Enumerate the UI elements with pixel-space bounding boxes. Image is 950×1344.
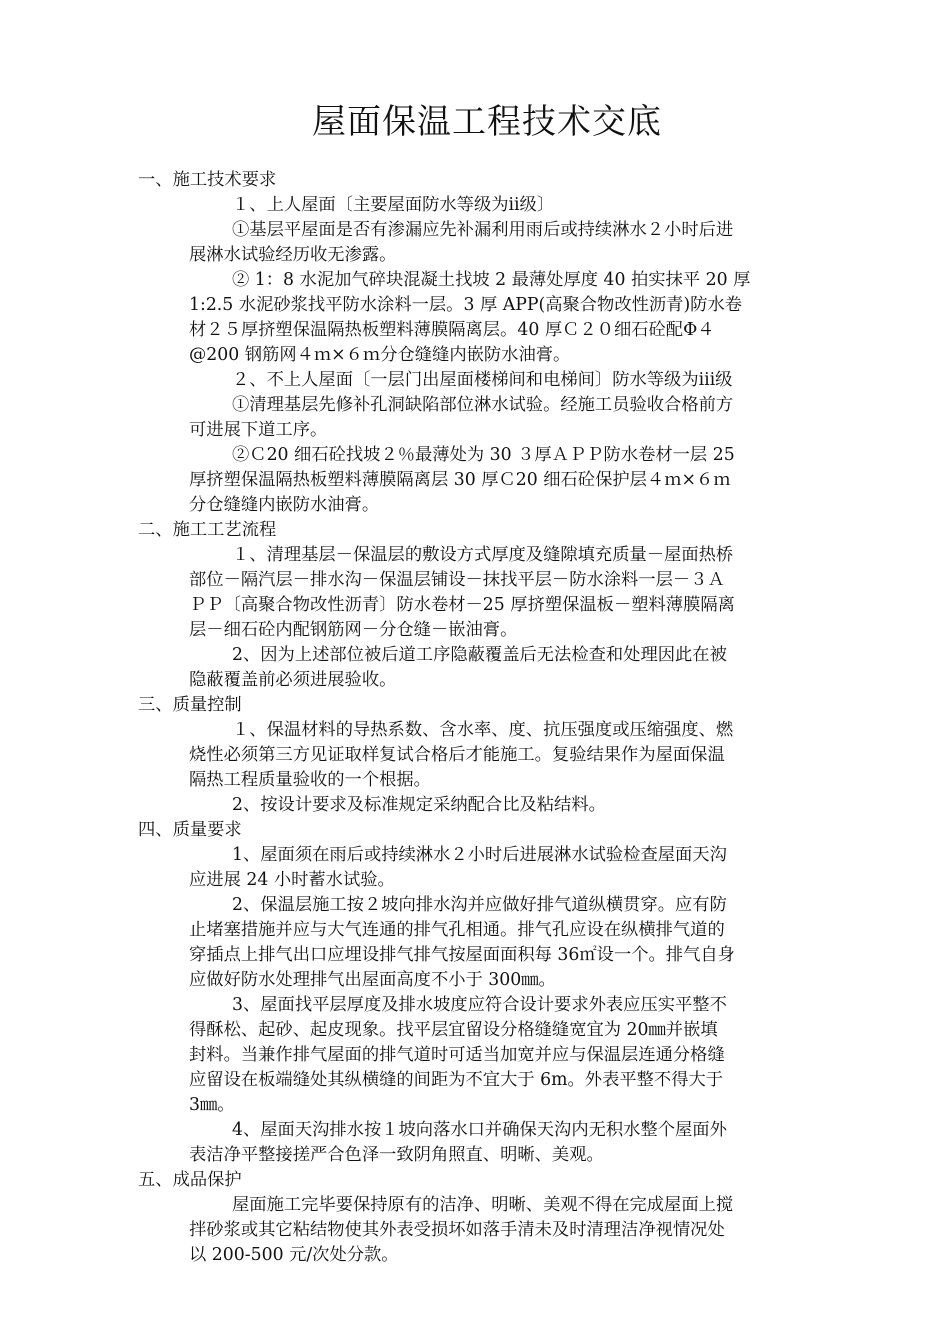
paragraph-line: 2、按设计要求及标准规定采纳配合比及粘结料。 <box>232 795 606 815</box>
paragraph-line: 得酥松、起砂、起皮现象。找平层宜留设分格缝缝宽宜为 20㎜并嵌填 <box>189 1020 718 1040</box>
document-title: 屋面保温工程技术交底 <box>312 102 662 142</box>
paragraph-line: 应留设在板端缝处其纵横缝的间距为不宜大于 6m。外表平整不得大于 <box>189 1070 724 1090</box>
paragraph-line: 部位－隔汽层－排水沟－保温层铺设－抹找平层－防水涂料一层－３Ａ <box>189 570 725 590</box>
paragraph-line: 3㎜。 <box>189 1095 235 1115</box>
paragraph-line: １、清理基层－保温层的敷设方式厚度及缝隙填充质量－屋面热桥 <box>232 545 734 565</box>
paragraph-line: 2、保温层施工按２坡向排水沟并应做好排气道纵横贯穿。应有防 <box>232 895 727 915</box>
paragraph-line: 展淋水试验经历收无渗露。 <box>189 245 397 265</box>
paragraph-line: ②Ｃ20 细石砼找坡２％最薄处为 30 ３厚ＡＰＰ防水卷材一层 25 <box>232 445 735 465</box>
paragraph-line: 2、因为上述部位被后道工序隐蔽覆盖后无法检查和处理因此在被 <box>232 645 727 665</box>
paragraph-line: 4、屋面天沟排水按１坡向落水口并确保天沟内无积水整个屋面外 <box>232 1120 727 1140</box>
paragraph-line: 隐蔽覆盖前必须进展验收。 <box>189 670 397 690</box>
paragraph-line: 3、屋面找平层厚度及排水坡度应符合设计要求外表应压实平整不 <box>232 995 727 1015</box>
paragraph-line: 应做好防水处理排气出屋面高度不小于 300㎜。 <box>189 970 556 990</box>
paragraph-line: 屋面施工完毕要保持原有的洁净、明晰、美观不得在完成屋面上搅 <box>232 1195 734 1215</box>
paragraph-line: 以 200-500 元/次处分款。 <box>189 1245 399 1265</box>
section-heading: 五、成品保护 <box>138 1170 242 1190</box>
section-heading: 四、质量要求 <box>138 820 242 840</box>
paragraph-line: 穿插点上排气出口应埋设排气排气按屋面面积每 36㎡设一个。排气自身 <box>189 945 735 965</box>
paragraph-line: 材２５厚挤塑保温隔热板塑料薄膜隔离层。40 厚Ｃ２０细石砼配Φ４ <box>189 320 715 340</box>
paragraph-line: １、保温材料的导热系数、含水率、度、抗压强度或压缩强度、燃 <box>232 720 734 740</box>
paragraph-line: 可进展下道工序。 <box>189 420 328 440</box>
paragraph-line: 层－细石砼内配钢筋网－分仓缝－嵌油膏。 <box>189 620 518 640</box>
paragraph-line: 隔热工程质量验收的一个根据。 <box>189 770 431 790</box>
paragraph-line: 1:2.5 水泥砂浆找平防水涂料一层。3 厚 APP(高聚合物改性沥青)防水卷 <box>189 295 743 315</box>
paragraph-line: @200 钢筋网４ｍ×６ｍ分仓缝缝内嵌防水油膏。 <box>189 345 571 365</box>
paragraph-line: 拌砂浆或其它粘结物使其外表受损坏如落手清未及时清理洁净视情况处 <box>189 1220 725 1240</box>
paragraph-line: 表洁净平整接搓严合色泽一致阴角照直、明晰、美观。 <box>189 1145 604 1165</box>
paragraph-line: 分仓缝缝内嵌防水油膏。 <box>189 495 380 515</box>
paragraph-line: 应进展 24 小时蓄水试验。 <box>189 870 395 890</box>
section-heading: 一、施工技术要求 <box>138 170 277 190</box>
paragraph-line: ①基层平屋面是否有渗漏应先补漏利用雨后或持续淋水２小时后进 <box>232 220 734 240</box>
section-heading: 二、施工工艺流程 <box>138 520 277 540</box>
paragraph-line: 1、屋面须在雨后或持续淋水２小时后进展淋水试验检查屋面天沟 <box>232 845 727 865</box>
paragraph-line: 封料。当兼作排气屋面的排气道时可适当加宽并应与保温层连通分格缝 <box>189 1045 725 1065</box>
paragraph-line: ①清理基层先修补孔洞缺陷部位淋水试验。经施工员验收合格前方 <box>232 395 734 415</box>
paragraph-line: 厚挤塑保温隔热板塑料薄膜隔离层 30 厚Ｃ20 细石砼保护层４ｍ×６ｍ <box>189 470 731 490</box>
paragraph-line: １、上人屋面〔主要屋面防水等级为ⅱ级〕 <box>232 195 555 215</box>
paragraph-line: 烧性必须第三方见证取样复试合格后才能施工。复验结果作为屋面保温 <box>189 745 725 765</box>
paragraph-line: ２、不上人屋面〔一层门出屋面楼梯间和电梯间〕防水等级为ⅲ级 <box>232 370 733 390</box>
paragraph-line: ＰＰ〔高聚合物改性沥青〕防水卷材－25 厚挤塑保温板－塑料薄膜隔离 <box>189 595 735 615</box>
paragraph-line: ② 1：8 水泥加气碎块混凝土找坡 2 最薄处厚度 40 拍实抹平 20 厚 <box>232 270 751 290</box>
paragraph-line: 止堵塞措施并应与大气连通的排气孔相通。排气孔应设在纵横排气道的 <box>189 920 725 940</box>
section-heading: 三、质量控制 <box>138 695 242 715</box>
